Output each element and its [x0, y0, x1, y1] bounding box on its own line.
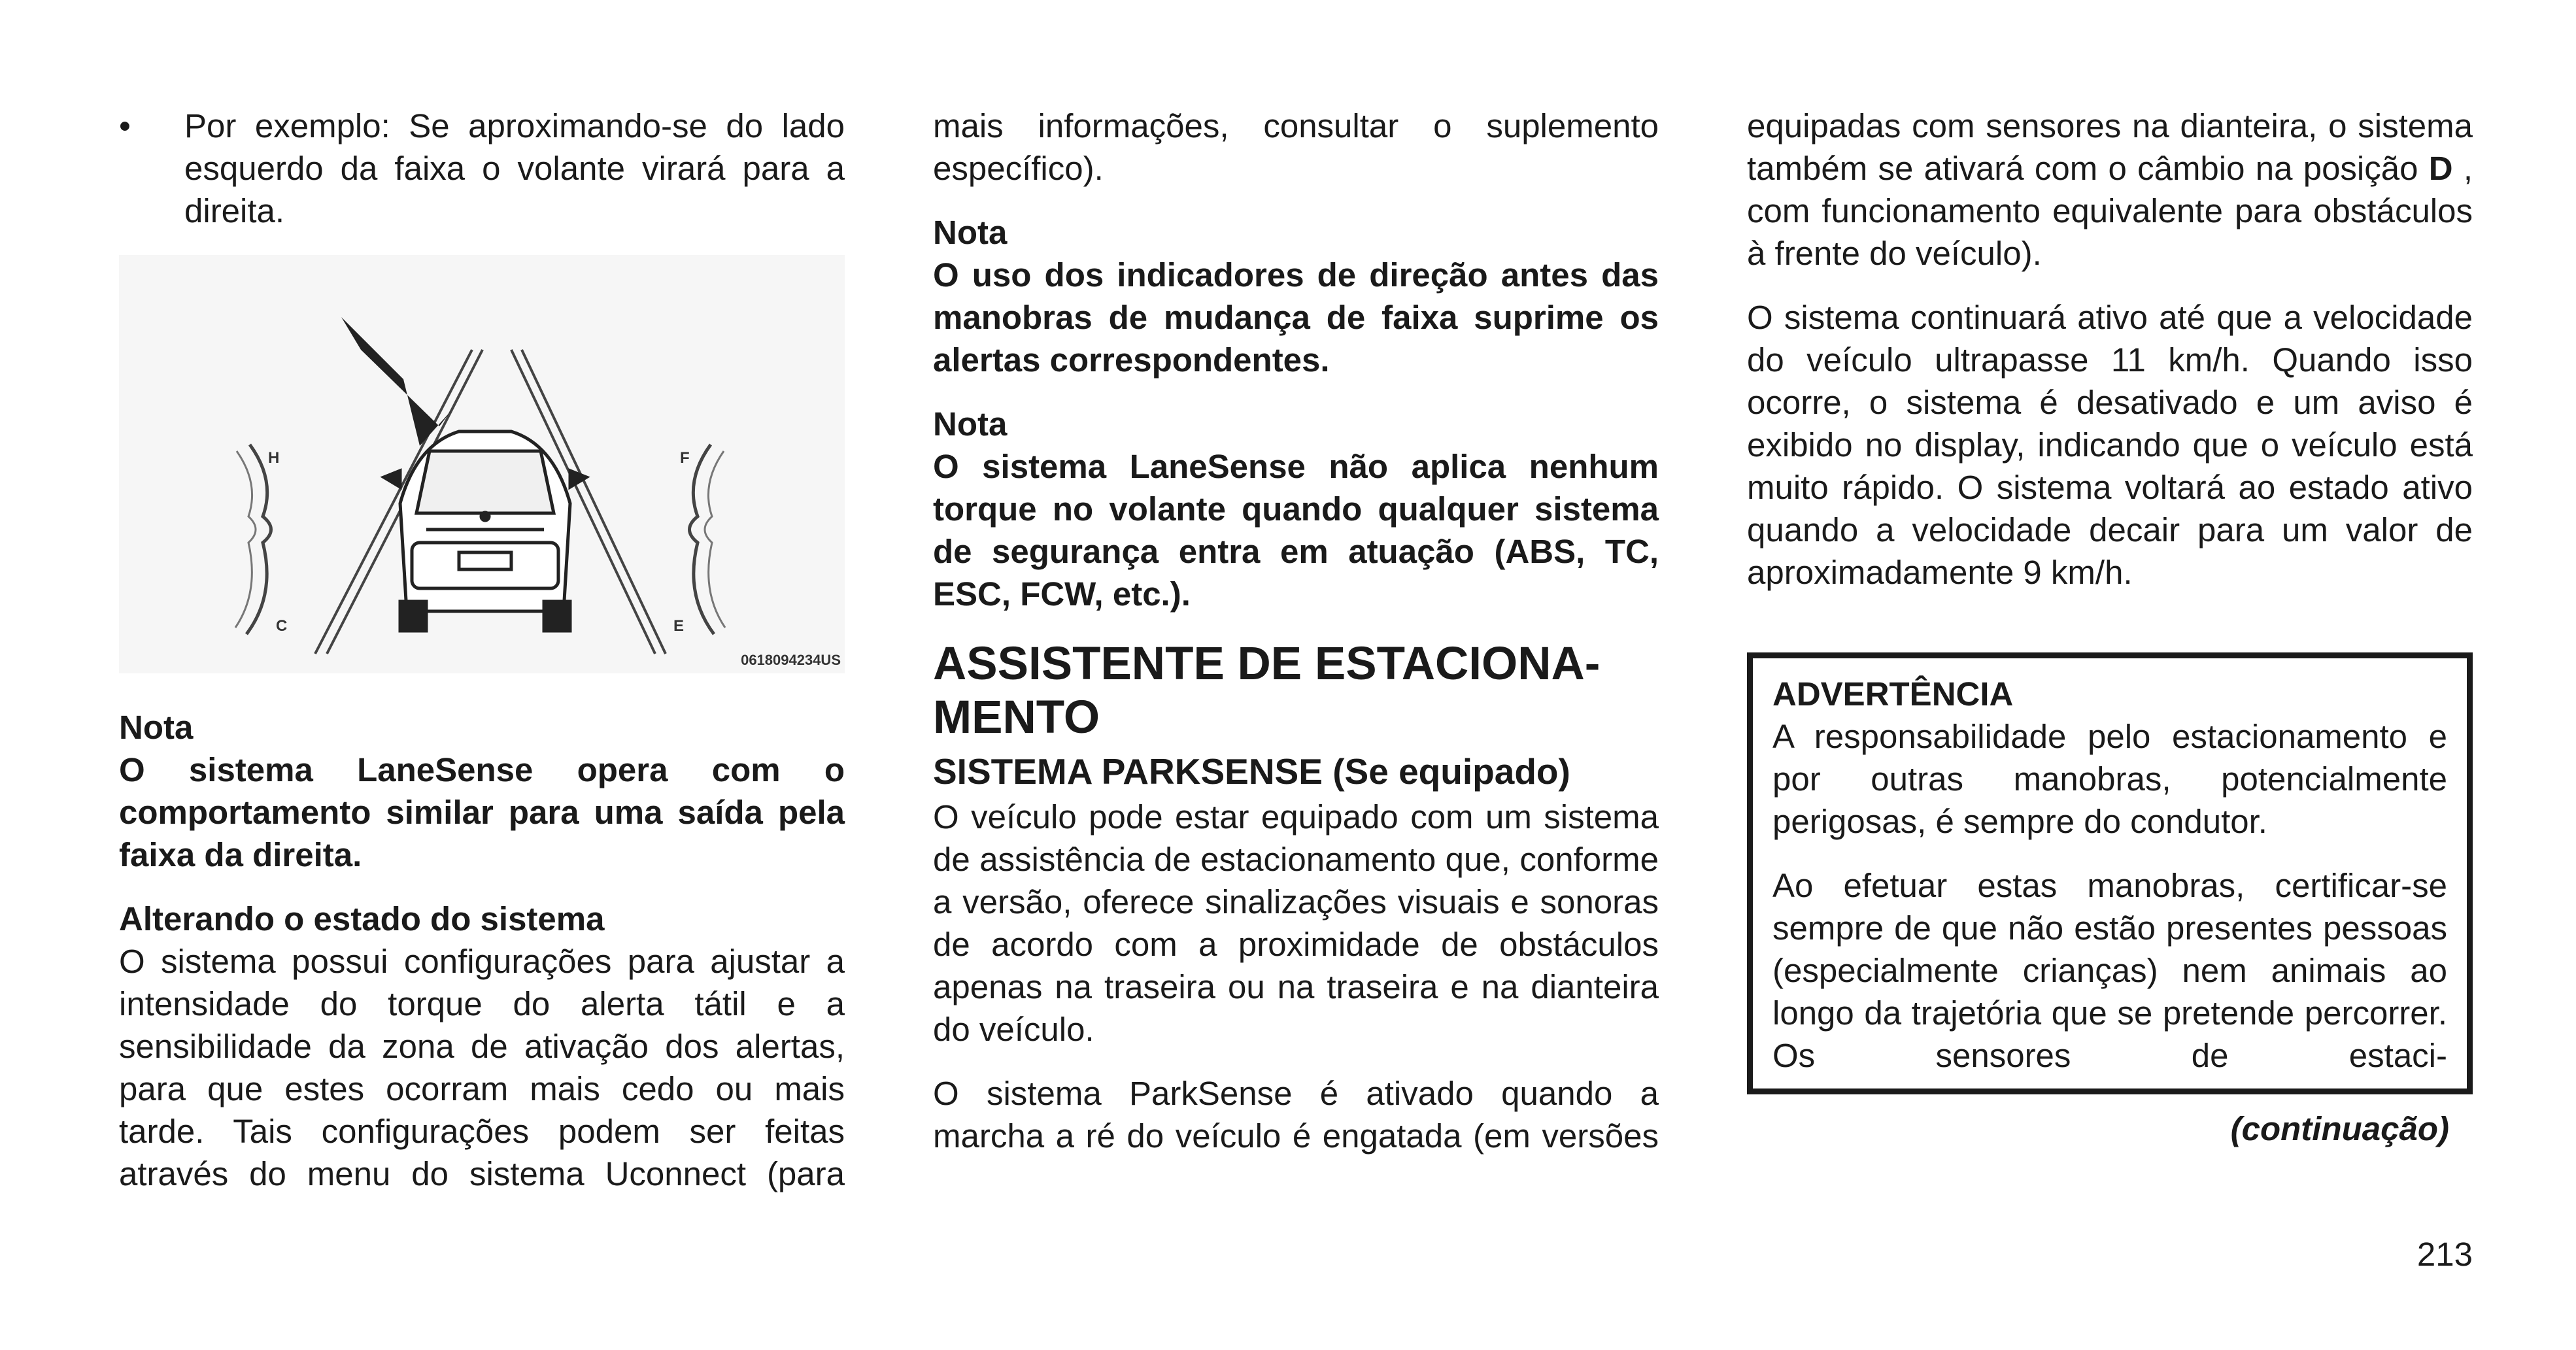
bullet-item [119, 105, 845, 232]
note-title: Nota [933, 214, 1008, 251]
body-paragraph: O sistema continuará ativo até que a velocidade do veículo ultrapasse 11 km/h. Quando isso ocorre, o sistema é desativado e um aviso é exibido no display, indicando que o veículo está muito rápido. O sistema voltará ao estado ativo quando a velocidade decair para um valor de aproximadamente 9 km/h. [1747, 299, 2473, 591]
subsection-heading: SISTEMA PARKSENSE (Se equipado) [933, 751, 1570, 792]
body-paragraph: O sistema possui configurações para ajustar a intensidade do torque do alerta tátil e a sensibilidade da zona de ativação dos alertas, para que estes ocorram mais cedo ou mais tarde. Tais configurações podem ser feitas através do menu do sistema Uconnect (para [119, 943, 845, 1192]
lanesense-figure [119, 255, 845, 673]
bullet-symbol: • [119, 107, 131, 144]
continued-paragraph: mais informações, consultar o suplemento específico). [933, 107, 1659, 187]
body-paragraph [1747, 105, 2473, 275]
warning-text: A responsabilidade pelo estacionamento e por outras manobras, potencialmente perigosas, é sempre do condutor. [1772, 718, 2447, 840]
bullet-text: Por exemplo: Se aproximando-se do lado esquerdo da faixa o volante virará para a direita. [184, 107, 845, 229]
figure-code: 0618094234US [741, 652, 841, 668]
section-heading-line2: MENTO [933, 692, 1100, 743]
body-text: equipadas com sensores na dianteira, o sistema também se ativará com o câmbio na posição [1747, 107, 2473, 187]
gauge-label-c: C [276, 617, 288, 635]
gear-position: D [2428, 150, 2453, 187]
direction-arrow [341, 317, 452, 446]
gauge-right-inner [705, 451, 725, 628]
page-number: 213 [2416, 1236, 2473, 1273]
body-text: , com funcionamento equivalente para obstáculos à frente do veículo). [1747, 150, 2473, 272]
section-heading [933, 637, 1659, 745]
gauge-label-e: E [673, 617, 685, 635]
gauge-left-outline [246, 445, 271, 634]
gauge-right-outline [690, 445, 715, 634]
note-text: O sistema LaneSense opera com o comportamento similar para uma saída pela faixa da direita. [119, 751, 845, 873]
continuation-label: (continuação) [2230, 1110, 2449, 1147]
column-middle [933, 105, 1659, 1157]
column-right [1747, 105, 2473, 1150]
warning-box [1747, 652, 2473, 1094]
note-title: Nota [119, 709, 194, 746]
note-text: O sistema LaneSense não aplica nenhum torque no volante quando qualquer sistema de segurança entra em atuação (ABS, TC, ESC, FCW, etc.). [933, 448, 1659, 613]
warning-text: Ao efetuar estas manobras, certificar-se sempre de que não estão presentes pessoas (especialmente crianças) nem animais ao longo da trajetória que se pretende percorrer. Os sensores de estaci- [1772, 867, 2447, 1074]
lanesense-illustration [119, 255, 845, 673]
gauge-label-f: F [680, 449, 690, 467]
subheading: Alterando o estado do sistema [119, 900, 605, 937]
gauge-label-h: H [268, 449, 280, 467]
warning-title: ADVERTÊNCIA [1772, 675, 2014, 713]
note-text: O uso dos indicadores de direção antes das manobras de mudança de faixa suprime os alertas correspondentes. [933, 256, 1659, 379]
gauge-left-inner [235, 451, 256, 628]
body-paragraph: O veículo pode estar equipado com um sistema de assistência de estacionamento que, conforme a versão, oferece sinalizações visuais e sonoras de acordo com a proximidade de obstáculos apenas na traseira ou na traseira e na dianteira do veículo. [933, 798, 1659, 1048]
note-title: Nota [933, 405, 1008, 443]
column-left [119, 105, 845, 1195]
section-heading-line1: ASSISTENTE DE ESTACIONA- [933, 638, 1601, 690]
body-paragraph: O sistema ParkSense é ativado quando a marcha a ré do veículo é engatada (em versões [933, 1075, 1659, 1155]
